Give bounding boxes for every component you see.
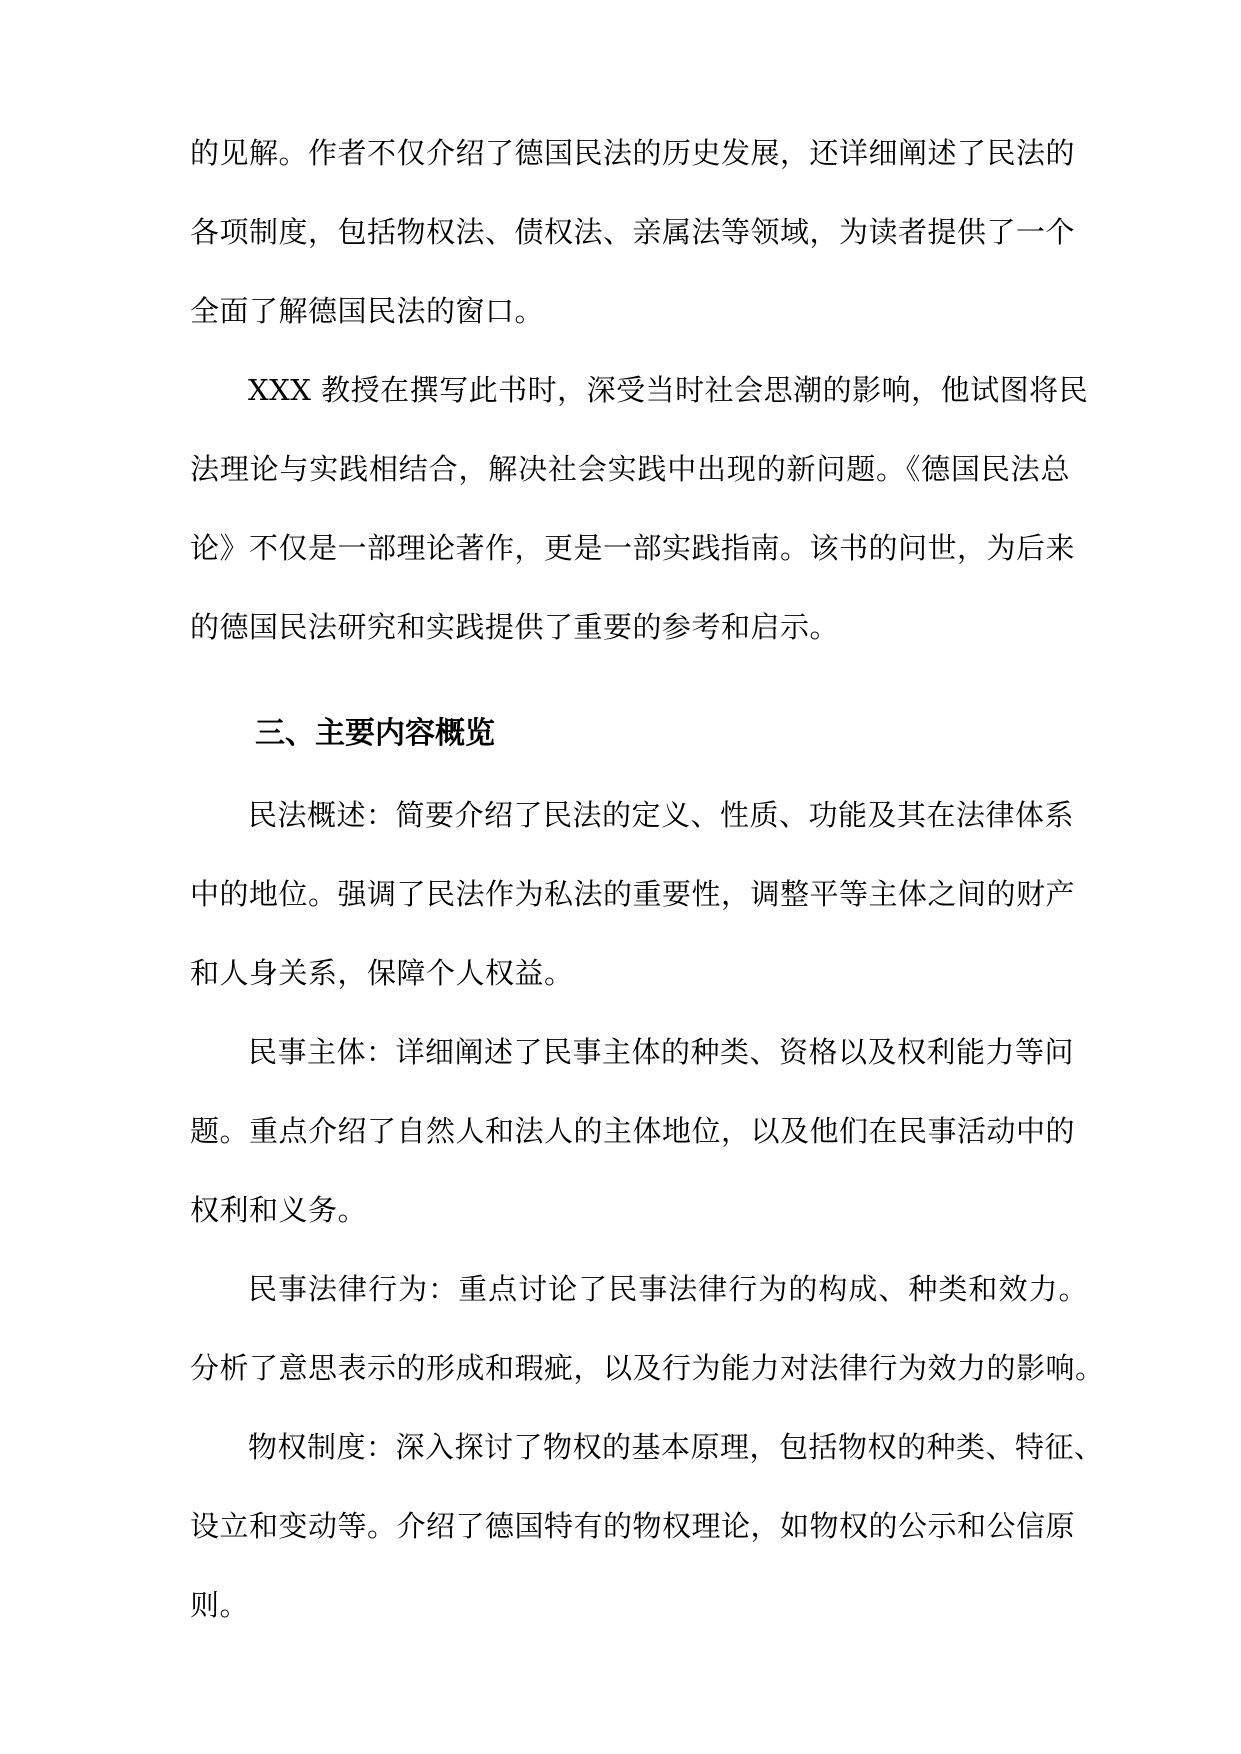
paragraph-6-line-1: 物权制度：深入探讨了物权的基本原理，包括物权的种类、特征、: [248, 1430, 1104, 1464]
paragraph-2-line-2: 法理论与实践相结合，解决社会实践中出现的新问题。《德国民法总: [190, 452, 1070, 486]
paragraph-3-line-2: 中的地位。强调了民法作为私法的重要性，调整平等主体之间的财产: [190, 877, 1076, 911]
paragraph-4-line-1: 民事主体：详细阐述了民事主体的种类、资格以及权利能力等问: [248, 1035, 1075, 1069]
paragraph-3-line-1: 民法概述：简要介绍了民法的定义、性质、功能及其在法律体系: [248, 798, 1075, 832]
paragraph-2-line-1: XXX 教授在撰写此书时，深受当时社会思潮的影响，他试图将民: [248, 373, 1089, 407]
paragraph-2-line-3: 论》不仅是一部理论著作，更是一部实践指南。该书的问世，为后来: [190, 531, 1076, 565]
paragraph-5-line-1: 民事法律行为：重点讨论了民事法律行为的构成、种类和效力。: [248, 1272, 1088, 1306]
section-heading: 三、主要内容概览: [255, 716, 495, 751]
paragraph-3-line-3: 和人身关系，保障个人权益。: [190, 956, 574, 990]
paragraph-1-line-3: 全面了解德国民法的窗口。: [190, 294, 545, 328]
paragraph-6-line-2: 设立和变动等。介绍了德国特有的物权理论，如物权的公示和公信原: [190, 1509, 1076, 1543]
paragraph-1-line-1: 的见解。作者不仅介绍了德国民法的历史发展，还详细阐述了民法的: [190, 136, 1076, 170]
paragraph-4-line-3: 权利和义务。: [190, 1193, 368, 1227]
paragraph-5-line-2: 分析了意思表示的形成和瑕疵，以及行为能力对法律行为效力的影响。: [190, 1351, 1105, 1385]
paragraph-6-line-3: 则。: [190, 1588, 250, 1622]
paragraph-1-line-2: 各项制度，包括物权法、债权法、亲属法等领域，为读者提供了一个: [190, 215, 1076, 249]
paragraph-4-line-2: 题。重点介绍了自然人和法人的主体地位，以及他们在民事活动中的: [190, 1114, 1076, 1148]
paragraph-2-line-4: 的德国民法研究和实践提供了重要的参考和启示。: [190, 610, 840, 644]
